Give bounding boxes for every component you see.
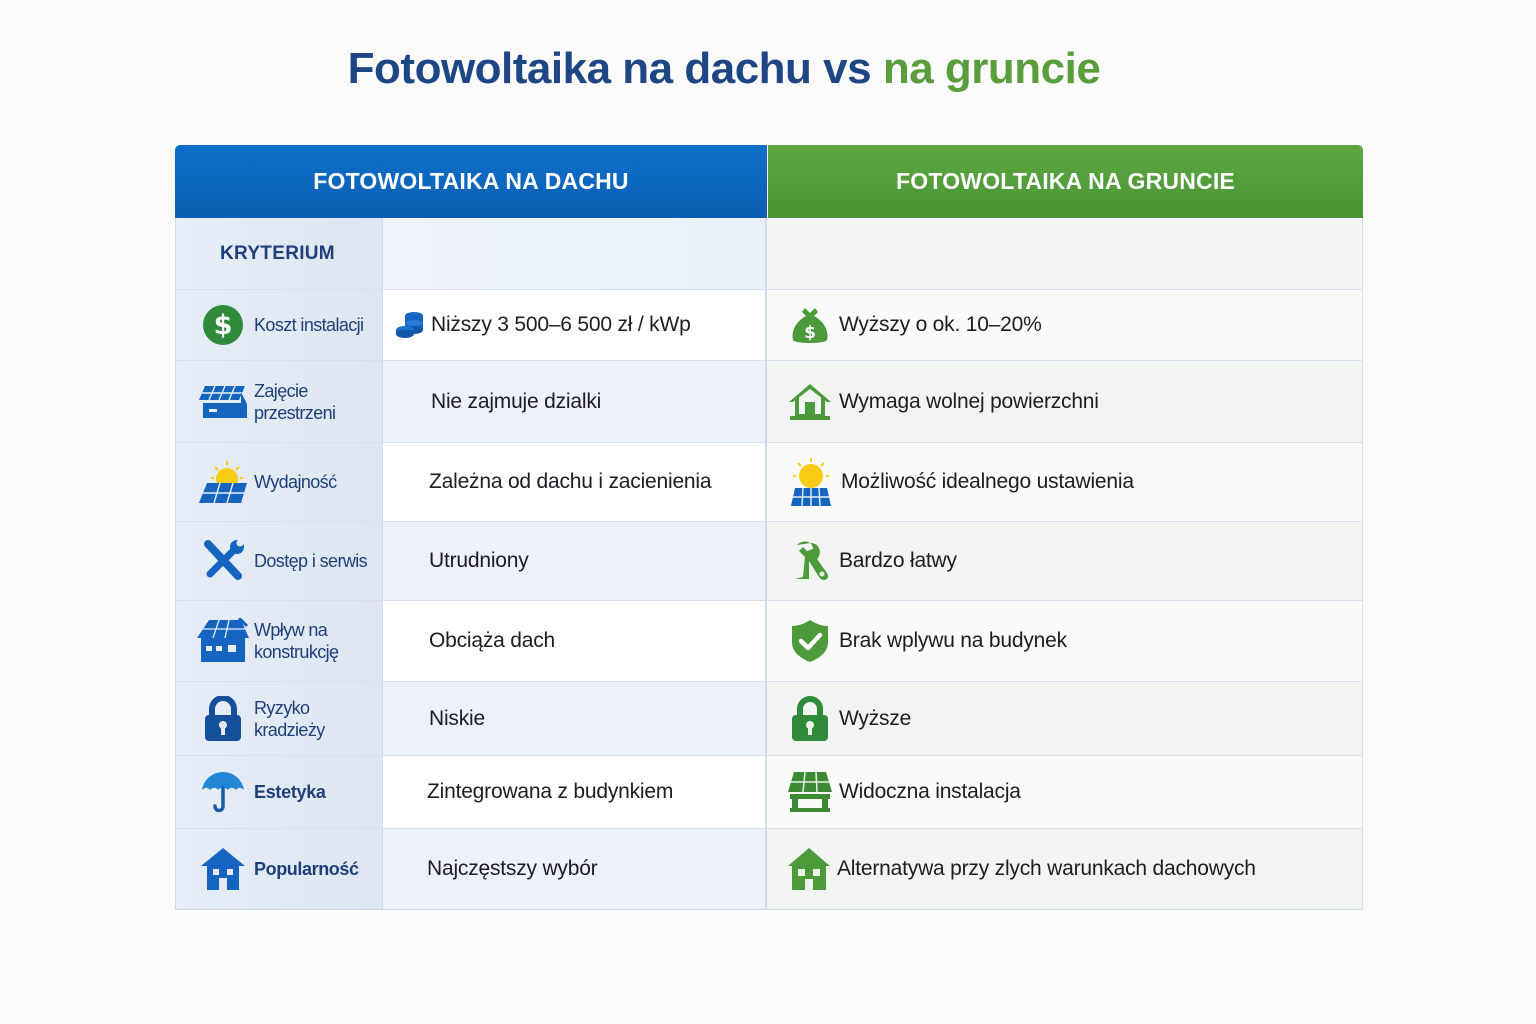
roof-value-cell	[383, 756, 767, 828]
ground-value-cell	[767, 829, 1363, 909]
roof-value-cell	[383, 522, 767, 600]
ground-value: Widoczna instalacja	[839, 780, 1021, 803]
criterion-label: Wpływ na konstrukcję	[254, 620, 339, 662]
ground-value-cell	[767, 361, 1363, 442]
ground-value: Wyższy o ok. 10–20%	[839, 313, 1042, 336]
ground-header-empty-cell	[767, 218, 1363, 289]
page-title	[0, 44, 1448, 94]
table-row-cost	[175, 290, 1363, 361]
umbrella-icon	[194, 767, 252, 817]
ground-value: Bardzo łatwy	[839, 549, 957, 572]
roof-value: Niskie	[429, 706, 485, 730]
table-row-space	[175, 361, 1363, 443]
roof-value: Niższy 3 500–6 500 zł / kWp	[431, 313, 691, 336]
sun-panel-icon	[194, 457, 252, 507]
ground-value-cell	[767, 756, 1363, 828]
criterion-label: Dostęp i serwis	[254, 551, 368, 571]
roof-value: Utrudniony	[429, 549, 529, 572]
roof-value-cell	[383, 443, 767, 521]
criterion-cell	[175, 443, 383, 521]
svg-text:$: $	[213, 310, 233, 341]
table-row-theft	[175, 682, 1363, 756]
house-icon	[785, 846, 833, 892]
title-part-roof: Fotowoltaika na dachu vs	[347, 44, 883, 93]
ground-value-cell	[767, 443, 1363, 521]
criterion-label: Wydajność	[254, 472, 337, 492]
padlock-icon	[787, 696, 833, 742]
roof-value-cell	[383, 682, 767, 755]
ground-value: Możliwość idealnego ustawienia	[841, 470, 1134, 493]
roof-value: Obciąża dach	[429, 629, 556, 652]
roof-value-cell	[383, 290, 767, 360]
ground-value: Alternatywa przy zlych warunkach dachowych	[837, 857, 1256, 880]
table-row-aesthetics	[175, 756, 1363, 829]
column-header-ground: FOTOWOLTAIKA NA GRUNCIE	[768, 145, 1363, 218]
criterion-label: Koszt instalacji	[254, 315, 364, 335]
criterion-header-row	[175, 218, 1363, 290]
column-header-roof: FOTOWOLTAIKA NA DACHU	[175, 145, 767, 218]
criterion-label: Zajęcie przestrzeni	[254, 380, 336, 423]
criterion-header-cell	[175, 218, 383, 289]
comparison-table	[175, 145, 1363, 911]
dollar-circle-icon	[194, 300, 252, 350]
shield-check-icon	[787, 618, 833, 664]
criterion-cell	[175, 361, 383, 442]
roof-header-empty-cell	[383, 218, 767, 289]
house-outline-icon	[787, 379, 833, 425]
criterion-cell	[175, 756, 383, 828]
tools-icon	[194, 536, 252, 586]
criterion-header-label: KRYTERIUM	[220, 242, 335, 264]
criterion-cell	[175, 601, 383, 681]
ground-value-cell	[767, 522, 1363, 600]
roof-value: Zintegrowana z budynkiem	[427, 780, 674, 803]
roof-value: Nie zajmuje dzialki	[431, 389, 602, 413]
roof-value: Zależna od dachu i zacienienia	[429, 470, 712, 493]
criterion-cell	[175, 290, 383, 360]
ground-value-cell	[767, 601, 1363, 681]
padlock-icon	[194, 694, 252, 744]
ground-value-cell	[767, 290, 1363, 360]
ground-panel-icon	[785, 769, 835, 815]
table-row-structure	[175, 601, 1363, 682]
criterion-cell	[175, 829, 383, 909]
criterion-cell	[175, 522, 383, 600]
table-body	[175, 218, 1363, 910]
svg-text:$: $	[804, 323, 816, 343]
ground-value: Wymaga wolnej powierzchni	[839, 389, 1099, 413]
coins-icon	[395, 309, 427, 341]
criterion-label: Estetyka	[254, 782, 326, 802]
house-icon	[194, 844, 252, 894]
title-part-ground: na gruncie	[882, 44, 1101, 93]
sun-panel-icon	[785, 456, 837, 508]
roof-value-cell	[383, 361, 767, 442]
roof-value: Najczęstszy wybór	[427, 857, 598, 880]
criterion-cell	[175, 682, 383, 755]
criterion-label: Ryzyko kradzieży	[254, 697, 325, 740]
money-bag-icon	[787, 302, 833, 348]
solar-panel-icon	[194, 377, 252, 427]
roof-value-cell	[383, 601, 767, 681]
wrench-icon	[787, 538, 833, 584]
table-row-service	[175, 522, 1363, 601]
table-row-popularity	[175, 829, 1363, 910]
ground-value-cell	[767, 682, 1363, 755]
table-row-efficiency	[175, 443, 1363, 522]
criterion-label: Popularność	[254, 859, 359, 879]
ground-value: Brak wplywu na budynek	[839, 629, 1067, 652]
roof-value-cell	[383, 829, 767, 909]
house-solar-icon	[194, 616, 252, 666]
ground-value: Wyższe	[839, 706, 912, 730]
